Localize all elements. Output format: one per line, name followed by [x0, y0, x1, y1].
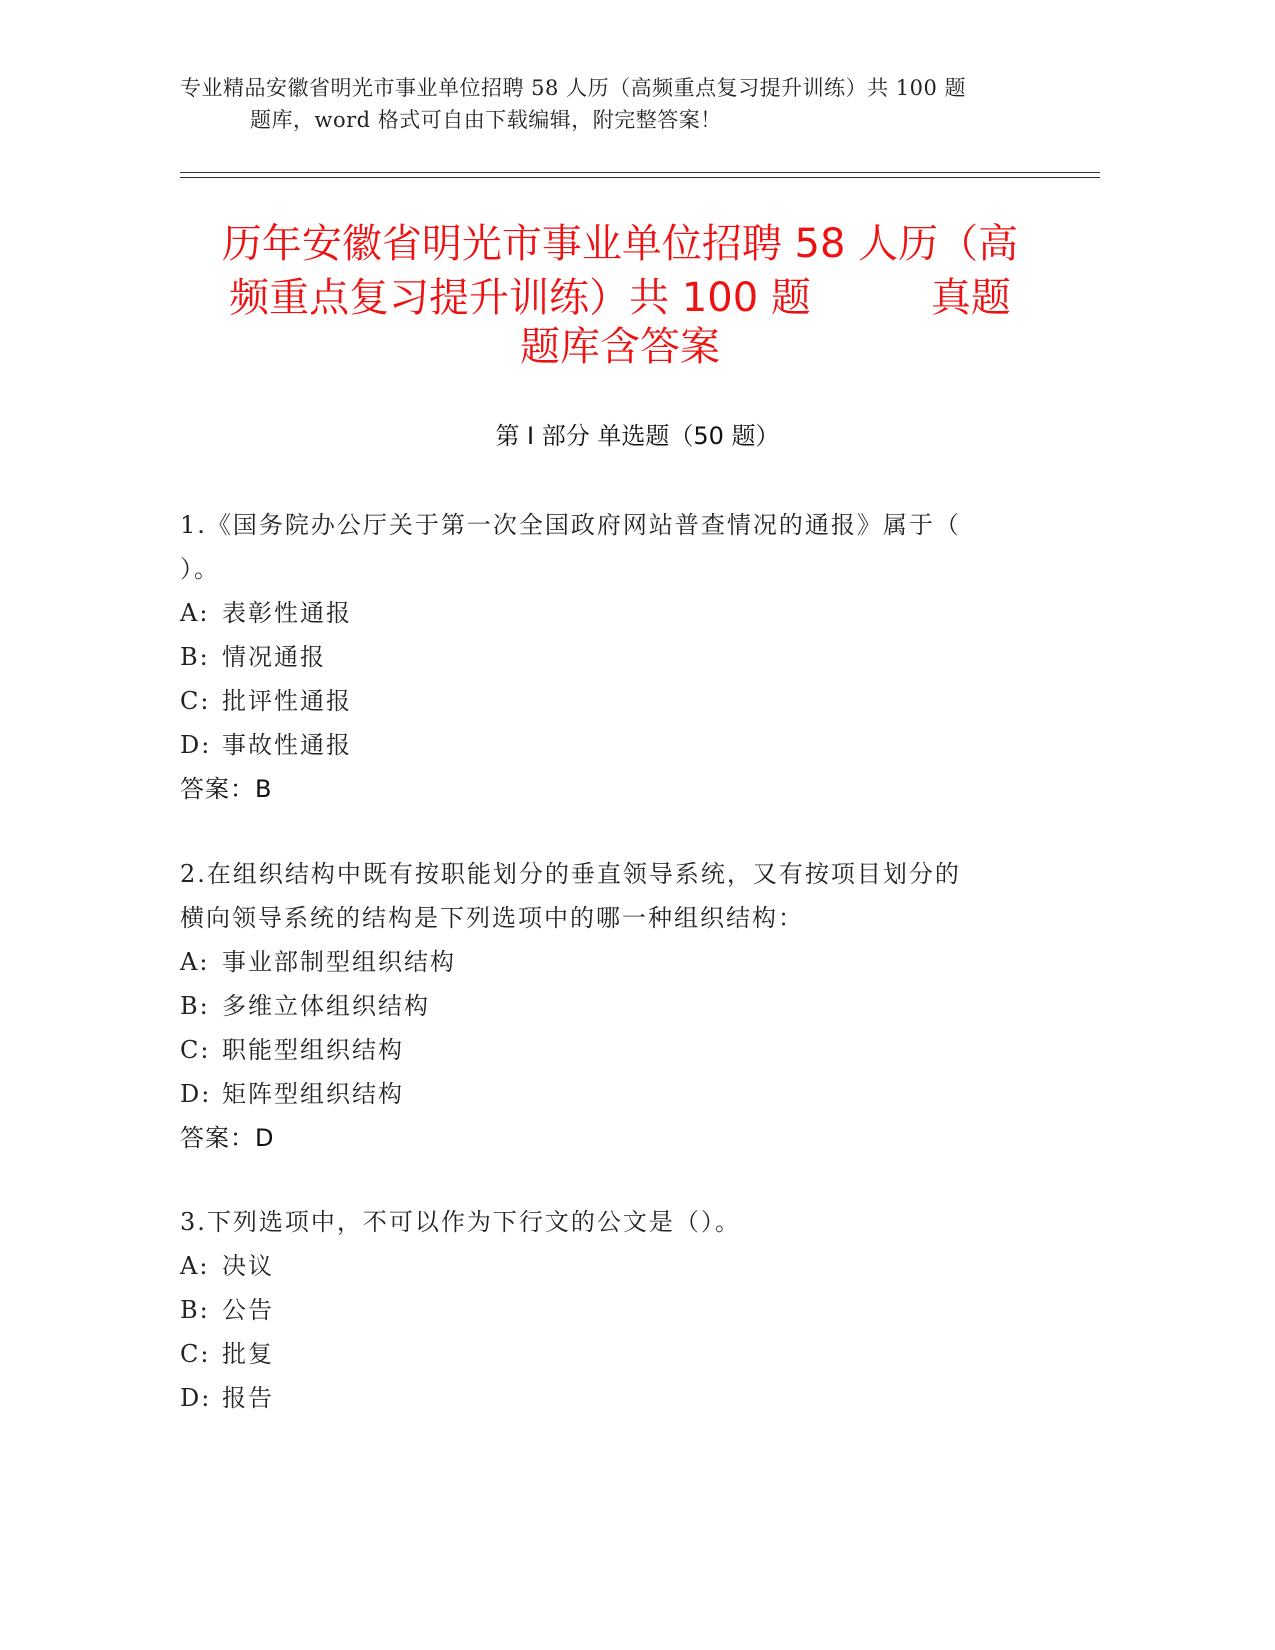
question-3	[180, 1200, 1060, 1420]
option-b	[180, 635, 1060, 679]
option-text: 情况通报	[222, 643, 326, 671]
question-text-line: 横向领导系统的结构是下列选项中的哪一种组织结构：	[180, 904, 804, 932]
answer: 答案：D	[180, 1124, 275, 1152]
option-text: 职能型组织结构	[222, 1036, 404, 1064]
option-text: 公告	[222, 1296, 274, 1324]
section-title: 第 I 部分 单选题（50 题）	[495, 422, 780, 450]
option-d	[180, 1072, 1060, 1116]
option-text: 表彰性通报	[222, 599, 352, 627]
option-label: B:	[180, 992, 210, 1020]
option-text: 事故性通报	[222, 731, 352, 759]
option-d	[180, 1376, 1060, 1420]
question-text-line: 3.下列选项中，不可以作为下行文的公文是（）。	[180, 1208, 741, 1236]
option-text: 决议	[222, 1252, 274, 1280]
option-text: 多维立体组织结构	[222, 992, 430, 1020]
option-label: D:	[180, 1080, 212, 1108]
option-label: C:	[180, 1340, 211, 1368]
option-label: C:	[180, 687, 211, 715]
answer: 答案：B	[180, 775, 273, 803]
header-line-2: 题库，word 格式可自由下载编辑，附完整答案！	[250, 108, 722, 132]
title-line-2-part-b: 真题	[930, 275, 1011, 321]
option-text: 矩阵型组织结构	[222, 1080, 404, 1108]
header-divider-top	[180, 172, 1100, 173]
option-label: B:	[180, 643, 210, 671]
option-label: C:	[180, 1036, 211, 1064]
title-line-1: 历年安徽省明光市事业单位招聘 58 人历（高	[221, 221, 1019, 267]
option-a	[180, 1244, 1060, 1288]
option-d	[180, 723, 1060, 767]
option-text: 事业部制型组织结构	[222, 948, 456, 976]
option-label: A:	[180, 948, 210, 976]
question-text-line: 1.《国务院办公厅关于第一次全国政府网站普查情况的通报》属于（	[180, 511, 961, 539]
option-label: B:	[180, 1296, 210, 1324]
question-2	[180, 852, 1060, 1160]
question-text-line: ）。	[180, 555, 220, 583]
title-line-3: 题库含答案	[520, 324, 720, 370]
option-text: 批评性通报	[222, 687, 352, 715]
option-label: D:	[180, 731, 212, 759]
question-1	[180, 503, 1060, 811]
question-text-line: 2.在组织结构中既有按职能划分的垂直领导系统，又有按项目划分的	[180, 860, 961, 888]
option-label: D:	[180, 1384, 212, 1412]
header-line-1: 专业精品安徽省明光市事业单位招聘 58 人历（高频重点复习提升训练）共 100 题	[180, 76, 967, 100]
header-divider-bottom	[180, 177, 1100, 178]
option-b	[180, 984, 1060, 1028]
option-label: A:	[180, 1252, 210, 1280]
option-text: 报告	[222, 1384, 274, 1412]
option-label: A:	[180, 599, 210, 627]
title-line-2	[170, 271, 1070, 325]
option-c	[180, 1028, 1060, 1072]
title-line-2-part-a: 频重点复习提升训练）共 100 题	[229, 275, 811, 321]
option-text: 批复	[222, 1340, 274, 1368]
option-a	[180, 940, 1060, 984]
option-c	[180, 1332, 1060, 1376]
option-a	[180, 591, 1060, 635]
option-b	[180, 1288, 1060, 1332]
option-c	[180, 679, 1060, 723]
